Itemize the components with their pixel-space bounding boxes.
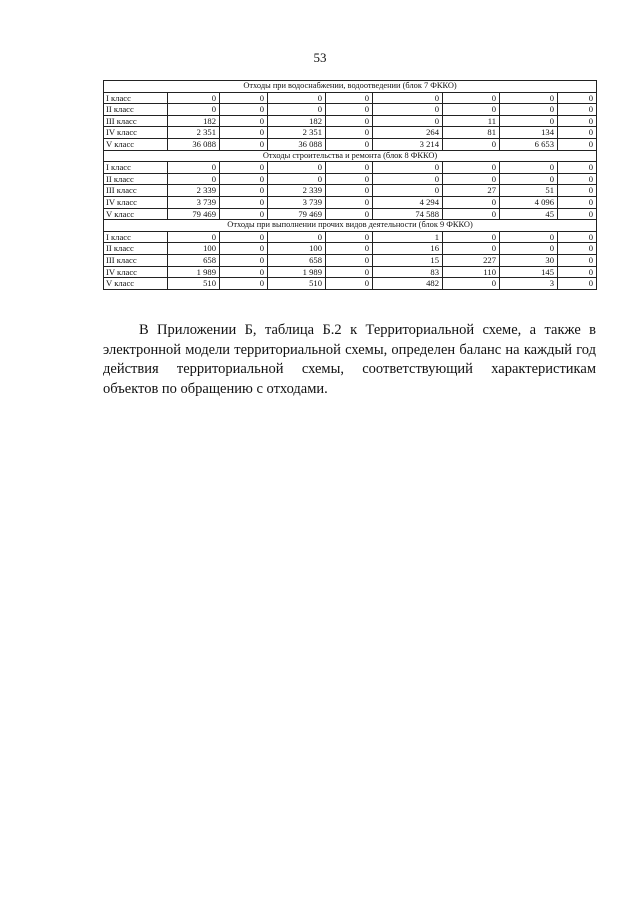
- value-cell: 0: [558, 104, 597, 116]
- section-header-row: [104, 150, 597, 162]
- hazard-class-cell: II класс: [104, 243, 168, 255]
- value-cell: 0: [326, 173, 373, 185]
- value-cell: 0: [558, 173, 597, 185]
- value-cell: 4 294: [373, 196, 443, 208]
- value-cell: 2 351: [168, 127, 220, 139]
- value-cell: 145: [500, 266, 558, 278]
- value-cell: 0: [443, 278, 500, 290]
- value-cell: 0: [443, 138, 500, 150]
- value-cell: 0: [373, 115, 443, 127]
- value-cell: 81: [443, 127, 500, 139]
- value-cell: 0: [500, 104, 558, 116]
- value-cell: 658: [268, 254, 326, 266]
- value-cell: 0: [373, 162, 443, 174]
- section-title: Отходы при водоснабжении, водоотведении (блок 7 ФККО): [104, 81, 597, 93]
- hazard-class-cell: I класс: [104, 231, 168, 243]
- table-row: [104, 115, 597, 127]
- value-cell: 182: [268, 115, 326, 127]
- value-cell: 0: [500, 173, 558, 185]
- value-cell: 134: [500, 127, 558, 139]
- value-cell: 4 096: [500, 196, 558, 208]
- value-cell: 0: [220, 162, 268, 174]
- value-cell: 15: [373, 254, 443, 266]
- table-row: [104, 231, 597, 243]
- value-cell: 0: [443, 208, 500, 220]
- section-header-row: [104, 81, 597, 93]
- value-cell: 79 469: [168, 208, 220, 220]
- value-cell: 16: [373, 243, 443, 255]
- value-cell: 0: [558, 208, 597, 220]
- table-row: [104, 243, 597, 255]
- value-cell: 0: [326, 196, 373, 208]
- table-row: [104, 138, 597, 150]
- value-cell: 0: [500, 231, 558, 243]
- value-cell: 0: [168, 92, 220, 104]
- hazard-class-cell: III класс: [104, 185, 168, 197]
- value-cell: 27: [443, 185, 500, 197]
- value-cell: 0: [326, 231, 373, 243]
- section-title: Отходы строительства и ремонта (блок 8 ФККО): [104, 150, 597, 162]
- value-cell: 3 214: [373, 138, 443, 150]
- table-row: [104, 254, 597, 266]
- value-cell: 3 739: [268, 196, 326, 208]
- value-cell: 0: [558, 196, 597, 208]
- value-cell: 0: [500, 162, 558, 174]
- page-number: 53: [313, 50, 327, 65]
- value-cell: 0: [443, 243, 500, 255]
- value-cell: 510: [168, 278, 220, 290]
- value-cell: 0: [326, 127, 373, 139]
- value-cell: 0: [168, 104, 220, 116]
- value-cell: 0: [220, 254, 268, 266]
- value-cell: 0: [443, 104, 500, 116]
- value-cell: 2 351: [268, 127, 326, 139]
- table-row: [104, 196, 597, 208]
- value-cell: 3 739: [168, 196, 220, 208]
- value-cell: 0: [326, 138, 373, 150]
- value-cell: 45: [500, 208, 558, 220]
- table-row: [104, 162, 597, 174]
- value-cell: 0: [443, 173, 500, 185]
- value-cell: 51: [500, 185, 558, 197]
- hazard-class-cell: III класс: [104, 254, 168, 266]
- hazard-class-cell: IV класс: [104, 196, 168, 208]
- value-cell: 0: [558, 138, 597, 150]
- value-cell: 0: [220, 243, 268, 255]
- value-cell: 0: [558, 185, 597, 197]
- value-cell: 0: [326, 115, 373, 127]
- section-header-row: [104, 220, 597, 232]
- value-cell: 0: [220, 92, 268, 104]
- value-cell: 0: [220, 138, 268, 150]
- value-cell: 658: [168, 254, 220, 266]
- value-cell: 1 989: [168, 266, 220, 278]
- value-cell: 74 588: [373, 208, 443, 220]
- value-cell: 0: [326, 92, 373, 104]
- value-cell: 0: [558, 243, 597, 255]
- hazard-class-cell: V класс: [104, 278, 168, 290]
- hazard-class-cell: IV класс: [104, 266, 168, 278]
- hazard-class-cell: IV класс: [104, 127, 168, 139]
- value-cell: 0: [220, 278, 268, 290]
- value-cell: 0: [500, 92, 558, 104]
- value-cell: 0: [220, 185, 268, 197]
- value-cell: 0: [220, 115, 268, 127]
- value-cell: 0: [558, 115, 597, 127]
- value-cell: 1 989: [268, 266, 326, 278]
- value-cell: 0: [558, 162, 597, 174]
- value-cell: 0: [168, 231, 220, 243]
- value-cell: 6 653: [500, 138, 558, 150]
- table-row: [104, 173, 597, 185]
- value-cell: 0: [326, 185, 373, 197]
- body-paragraph: В Приложении Б, таблица Б.2 к Территориальной схеме, а также в электронной модели территориальной схемы, определен баланс на каждый год действия территориальной схемы, соответствующий характеристикам объектов по обращению с отходами.: [103, 322, 596, 397]
- hazard-class-cell: III класс: [104, 115, 168, 127]
- value-cell: 0: [373, 104, 443, 116]
- value-cell: 0: [326, 243, 373, 255]
- value-cell: 0: [558, 266, 597, 278]
- value-cell: 79 469: [268, 208, 326, 220]
- value-cell: 36 088: [268, 138, 326, 150]
- value-cell: 100: [168, 243, 220, 255]
- value-cell: 482: [373, 278, 443, 290]
- value-cell: 11: [443, 115, 500, 127]
- value-cell: 0: [220, 173, 268, 185]
- value-cell: 83: [373, 266, 443, 278]
- hazard-class-cell: V класс: [104, 138, 168, 150]
- value-cell: 0: [326, 208, 373, 220]
- hazard-class-cell: II класс: [104, 104, 168, 116]
- table-row: [104, 278, 597, 290]
- hazard-class-cell: V класс: [104, 208, 168, 220]
- value-cell: 0: [220, 196, 268, 208]
- value-cell: 0: [443, 162, 500, 174]
- value-cell: 0: [558, 254, 597, 266]
- value-cell: 0: [558, 231, 597, 243]
- value-cell: 0: [500, 243, 558, 255]
- table-row: [104, 127, 597, 139]
- value-cell: 0: [558, 92, 597, 104]
- value-cell: 0: [326, 104, 373, 116]
- value-cell: 0: [326, 254, 373, 266]
- value-cell: 0: [443, 92, 500, 104]
- table-row: [104, 208, 597, 220]
- table-row: [104, 104, 597, 116]
- value-cell: 227: [443, 254, 500, 266]
- value-cell: 0: [373, 173, 443, 185]
- value-cell: 1: [373, 231, 443, 243]
- value-cell: 3: [500, 278, 558, 290]
- value-cell: 0: [558, 127, 597, 139]
- value-cell: 0: [268, 231, 326, 243]
- value-cell: 2 339: [168, 185, 220, 197]
- value-cell: 0: [220, 208, 268, 220]
- hazard-class-cell: I класс: [104, 162, 168, 174]
- value-cell: 0: [373, 185, 443, 197]
- value-cell: 0: [558, 278, 597, 290]
- hazard-class-cell: I класс: [104, 92, 168, 104]
- value-cell: 110: [443, 266, 500, 278]
- table-row: [104, 185, 597, 197]
- value-cell: 2 339: [268, 185, 326, 197]
- value-cell: 0: [326, 162, 373, 174]
- value-cell: 0: [443, 231, 500, 243]
- value-cell: 264: [373, 127, 443, 139]
- value-cell: 30: [500, 254, 558, 266]
- hazard-class-cell: II класс: [104, 173, 168, 185]
- value-cell: 0: [268, 92, 326, 104]
- table-row: [104, 266, 597, 278]
- value-cell: 0: [220, 231, 268, 243]
- value-cell: 0: [220, 266, 268, 278]
- value-cell: 0: [373, 92, 443, 104]
- value-cell: 100: [268, 243, 326, 255]
- value-cell: 0: [443, 196, 500, 208]
- value-cell: 0: [268, 104, 326, 116]
- value-cell: 0: [326, 266, 373, 278]
- value-cell: 0: [326, 278, 373, 290]
- value-cell: 182: [168, 115, 220, 127]
- table-row: [104, 92, 597, 104]
- value-cell: 0: [168, 173, 220, 185]
- value-cell: 0: [500, 115, 558, 127]
- value-cell: 510: [268, 278, 326, 290]
- value-cell: 0: [168, 162, 220, 174]
- value-cell: 0: [220, 127, 268, 139]
- section-title: Отходы при выполнении прочих видов деятельности (блок 9 ФККО): [104, 220, 597, 232]
- value-cell: 0: [268, 162, 326, 174]
- value-cell: 36 088: [168, 138, 220, 150]
- value-cell: 0: [268, 173, 326, 185]
- value-cell: 0: [220, 104, 268, 116]
- waste-balance-table: [103, 80, 597, 290]
